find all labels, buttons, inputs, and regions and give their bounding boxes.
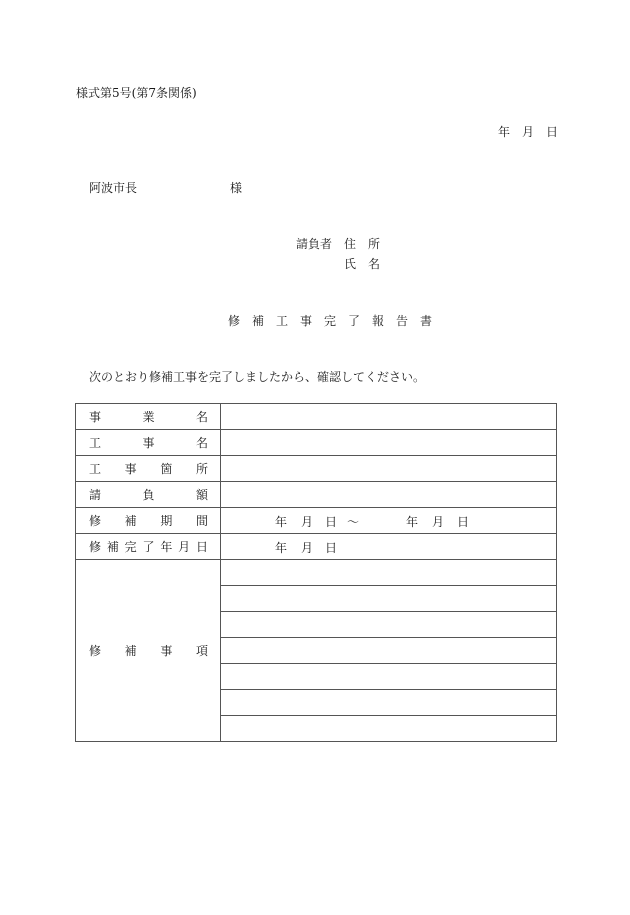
document-title: 修 補 工 事 完 了 報 告 書: [228, 314, 433, 328]
label-char: 補: [124, 644, 137, 658]
period-end-month: 月: [432, 515, 445, 529]
repair-item-line[interactable]: [221, 560, 557, 586]
repair-item-line[interactable]: [221, 638, 557, 664]
label-char: 名: [195, 436, 208, 450]
value-construction-location[interactable]: [221, 456, 557, 482]
period-start-month: 月: [301, 515, 314, 529]
label-repair-period: [76, 508, 221, 534]
label-char: 間: [195, 514, 208, 528]
table-row: [76, 534, 557, 560]
label-char: 修: [89, 644, 102, 658]
completion-month: 月: [301, 541, 314, 555]
label-repair-items: [76, 560, 221, 742]
table-row: [76, 456, 557, 482]
label-repair-completion-date: [76, 534, 221, 560]
report-table: [75, 403, 557, 742]
label-char: 項: [195, 644, 208, 658]
period-end-day: 日: [457, 515, 470, 529]
label-char: 請: [89, 488, 102, 502]
label-char: 修: [89, 540, 102, 554]
contractor-name-label: 氏 名: [344, 257, 381, 271]
repair-item-line[interactable]: [221, 716, 557, 742]
label-char: 業: [142, 410, 155, 424]
label-char: 事: [142, 436, 155, 450]
table-row: [76, 508, 557, 534]
label-contract-amount: [76, 482, 221, 508]
repair-item-line[interactable]: [221, 586, 557, 612]
value-construction-name[interactable]: [221, 430, 557, 456]
contractor-role: 請負者: [296, 237, 333, 251]
label-char: 工: [89, 462, 102, 476]
label-char: 所: [195, 462, 208, 476]
period-end-year: 年: [406, 515, 419, 529]
label-char: 箇: [160, 462, 173, 476]
label-char: 月: [178, 540, 191, 554]
table-row: [76, 404, 557, 430]
value-repair-period[interactable]: [221, 508, 557, 534]
repair-item-line[interactable]: [221, 664, 557, 690]
label-char: 事: [160, 644, 173, 658]
label-char: 工: [89, 436, 102, 450]
value-project-name[interactable]: [221, 404, 557, 430]
intro-text: 次のとおり修補工事を完了しましたから、確認してください。: [89, 370, 426, 384]
table-row: [76, 430, 557, 456]
form-number: 様式第5号(第7条関係): [76, 86, 197, 100]
period-start-day: 日: [325, 515, 338, 529]
label-construction-location: [76, 456, 221, 482]
label-char: 修: [89, 514, 102, 528]
completion-day: 日: [325, 541, 338, 555]
label-construction-name: [76, 430, 221, 456]
label-char: 完: [124, 540, 137, 554]
date-line: 年 月 日: [498, 125, 559, 139]
label-char: 日: [195, 540, 208, 554]
label-char: 補: [124, 514, 137, 528]
label-char: 補: [106, 540, 119, 554]
period-tilde: ～: [347, 515, 360, 529]
repair-item-line[interactable]: [221, 690, 557, 716]
label-char: 負: [142, 488, 155, 502]
addressee-name: 阿波市長: [89, 181, 138, 195]
table-row: [76, 560, 557, 586]
value-repair-completion-date[interactable]: [221, 534, 557, 560]
label-char: 名: [195, 410, 208, 424]
completion-year: 年: [275, 541, 288, 555]
label-project-name: [76, 404, 221, 430]
label-char: 年: [160, 540, 173, 554]
label-char: 事: [124, 462, 137, 476]
period-start-year: 年: [275, 515, 288, 529]
label-char: 事: [89, 410, 102, 424]
table-row: [76, 482, 557, 508]
contractor-address-label: 住 所: [344, 237, 381, 251]
label-char: 期: [160, 514, 173, 528]
label-char: 額: [195, 488, 208, 502]
label-char: 了: [142, 540, 155, 554]
repair-item-line[interactable]: [221, 612, 557, 638]
value-contract-amount[interactable]: [221, 482, 557, 508]
addressee-suffix: 様: [230, 181, 243, 195]
